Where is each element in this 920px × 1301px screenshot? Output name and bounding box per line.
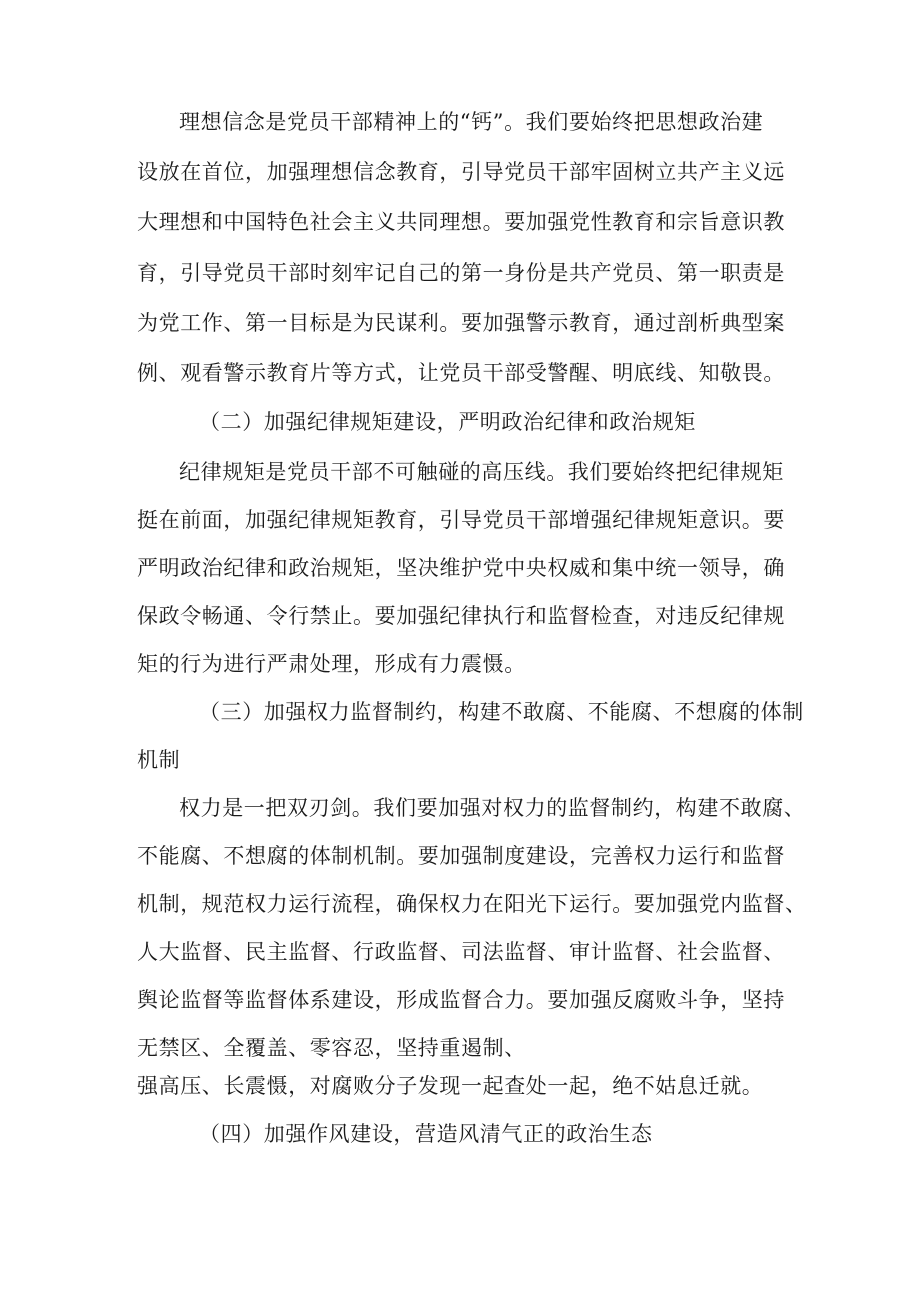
paragraph-3-line-5: 舆论监督等监督体系建设，形成监督合力。要加强反腐败斗争，坚持 xyxy=(137,988,785,1012)
paragraph-1-line-6: 例、观看警示教育片等方式，让党员干部受警醒、明底线、知敬畏。 xyxy=(137,361,785,385)
paragraph-1-line-2: 设放在首位，加强理想信念教育，引导党员干部牢固树立共产主义远 xyxy=(137,160,785,184)
paragraph-1-line-3: 大理想和中国特色社会主义共同理想。要加强党性教育和宗旨意识教 xyxy=(137,210,785,234)
paragraph-3-line-7: 强高压、长震慑，对腐败分子发现一起查处一起，绝不姑息迁就。 xyxy=(137,1074,764,1098)
paragraph-2-line-5: 矩的行为进行严肃处理，形成有力震慑。 xyxy=(137,652,526,676)
section-heading-3: （三）加强权力监督制约，构建不敢腐、不能腐、不想腐的体制 xyxy=(199,700,804,724)
paragraph-3-line-2: 不能腐、不想腐的体制机制。要加强制度建设，完善权力运行和监督 xyxy=(137,844,785,868)
paragraph-3-line-3: 机制，规范权力运行流程，确保权力在阳光下运行。要加强党内监督、 xyxy=(137,892,807,916)
section-heading-3-cont: 机制 xyxy=(137,748,181,772)
paragraph-2-line-1: 纪律规矩是党员干部不可触碰的高压线。我们要始终把纪律规矩 xyxy=(179,460,784,484)
section-heading-2: （二）加强纪律规矩建设，严明政治纪律和政治规矩 xyxy=(199,410,696,434)
paragraph-3-line-1: 权力是一把双刃剑。我们要加强对权力的监督制约，构建不敢腐、 xyxy=(179,796,806,820)
paragraph-2-line-4: 保政令畅通、令行禁止。要加强纪律执行和监督检查，对违反纪律规 xyxy=(137,604,785,628)
paragraph-3-line-4: 人大监督、民主监督、行政监督、司法监督、审计监督、社会监督、 xyxy=(137,940,785,964)
paragraph-2-line-3: 严明政治纪律和政治规矩，坚决维护党中央权威和集中统一领导，确 xyxy=(137,556,785,580)
paragraph-1-line-1: 理想信念是党员干部精神上的“钙”。我们要始终把思想政治建 xyxy=(179,110,764,134)
paragraph-1-line-5: 为党工作、第一目标是为民谋利。要加强警示教育，通过剖析典型案 xyxy=(137,311,785,335)
paragraph-2-line-2: 挺在前面，加强纪律规矩教育，引导党员干部增强纪律规矩意识。要 xyxy=(137,508,785,532)
paragraph-1-line-4: 育，引导党员干部时刻牢记自己的第一身份是共产党员、第一职责是 xyxy=(137,261,785,285)
section-heading-4: （四）加强作风建设，营造风清气正的政治生态 xyxy=(199,1122,653,1146)
paragraph-3-line-6: 无禁区、全覆盖、零容忍，坚持重遏制、 xyxy=(137,1036,526,1060)
